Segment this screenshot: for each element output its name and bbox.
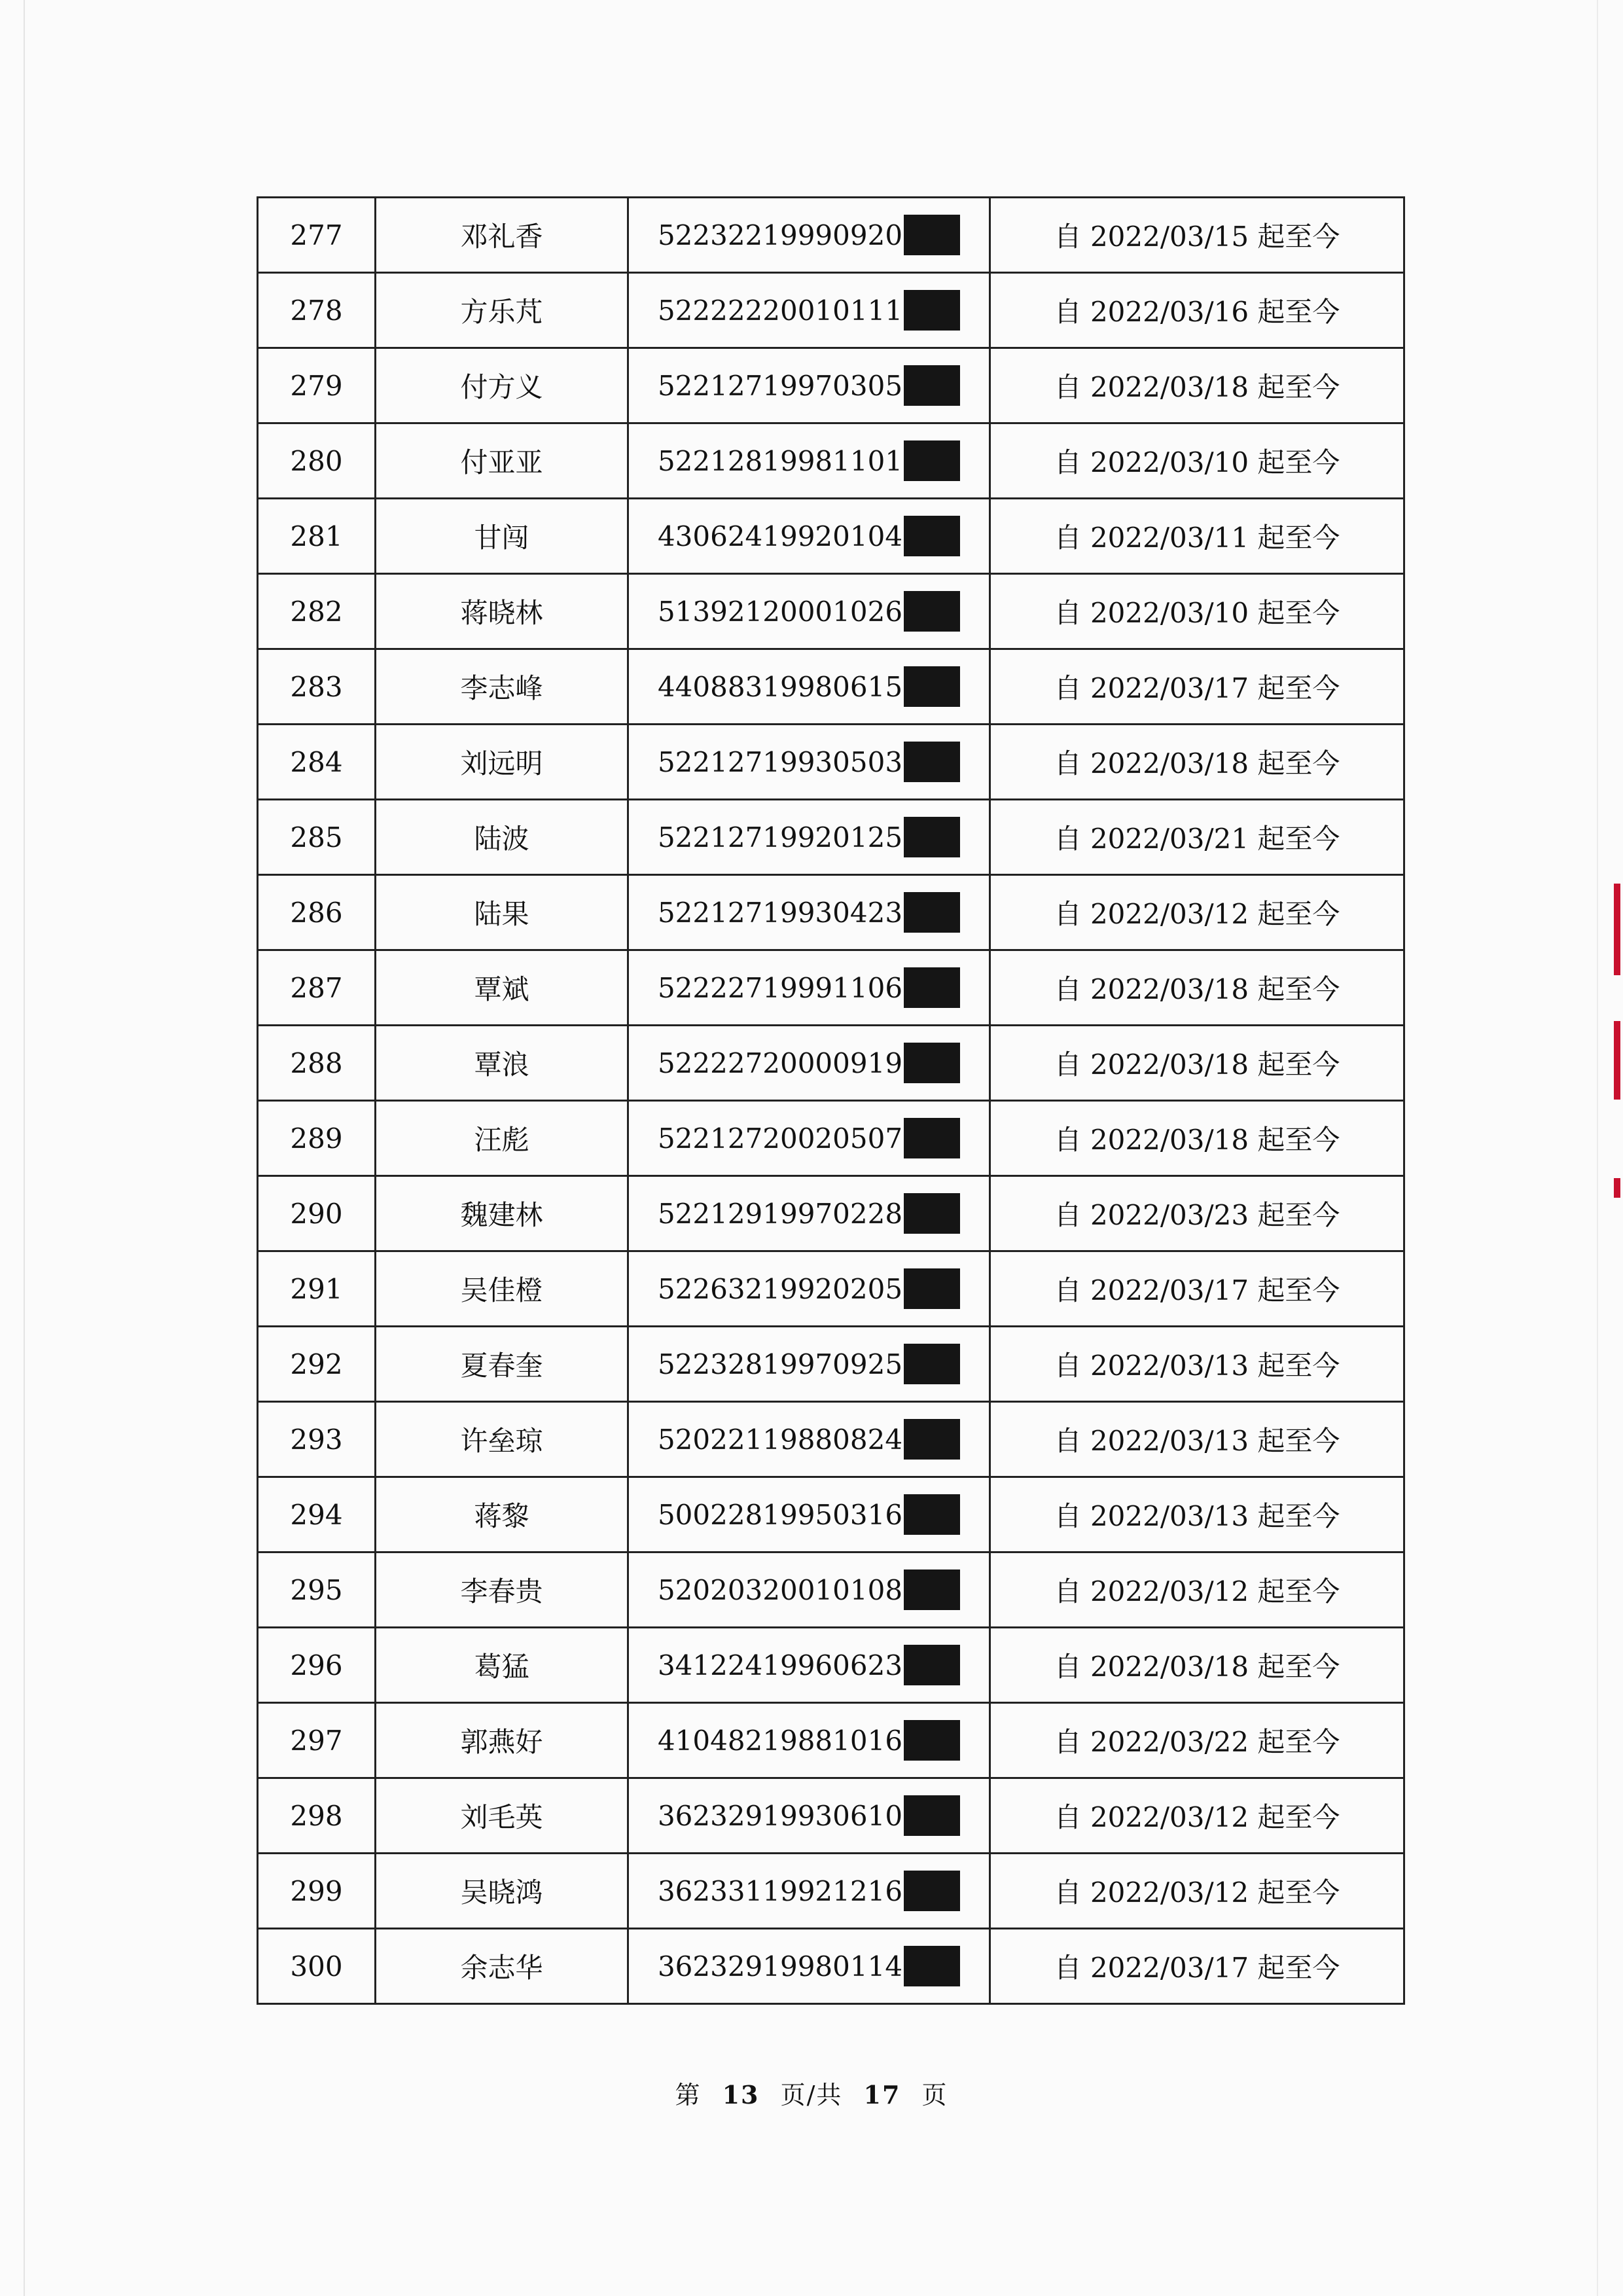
cell-name: 邓礼香 [376, 198, 628, 273]
cell-name: 余志华 [376, 1929, 628, 2004]
table-row [258, 950, 1404, 1026]
cell-period: 自 2022/03/18 起至今 [990, 1026, 1404, 1101]
cell-name: 陆果 [376, 875, 628, 950]
table-row [258, 348, 1404, 423]
cell-number: 286 [258, 875, 376, 950]
cell-period: 自 2022/03/13 起至今 [990, 1477, 1404, 1552]
redaction-block [904, 516, 960, 556]
id-number-text: 50022819950316 [657, 1498, 903, 1531]
table-row [258, 1854, 1404, 1929]
id-number-text: 52222720000919 [657, 1047, 903, 1079]
redaction-block [904, 1268, 960, 1309]
cell-number: 287 [258, 950, 376, 1026]
cell-period: 自 2022/03/10 起至今 [990, 574, 1404, 649]
id-number-text: 52212720020507 [657, 1122, 903, 1155]
cell-period: 自 2022/03/18 起至今 [990, 1628, 1404, 1703]
id-number-text: 52222220010111 [657, 294, 903, 327]
table-row [258, 499, 1404, 574]
redaction-block [904, 1419, 960, 1460]
cell-number: 283 [258, 649, 376, 725]
table-row [258, 198, 1404, 273]
footer-middle: 页/共 [780, 2081, 843, 2109]
cell-name: 陆波 [376, 800, 628, 875]
id-number-text: 52212719930503 [657, 745, 903, 778]
roster-table [257, 196, 1405, 2005]
cell-id-number [628, 875, 990, 950]
cell-number: 284 [258, 725, 376, 800]
redaction-block [904, 1344, 960, 1384]
id-number-text: 36232919980114 [657, 1950, 903, 1982]
cell-name: 吴佳橙 [376, 1251, 628, 1327]
table-row [258, 1703, 1404, 1778]
cell-number: 290 [258, 1176, 376, 1251]
cell-period: 自 2022/03/18 起至今 [990, 950, 1404, 1026]
table-row [258, 1176, 1404, 1251]
cell-id-number [628, 423, 990, 499]
table-row [258, 1101, 1404, 1176]
redaction-block [904, 1193, 960, 1234]
cell-id-number [628, 800, 990, 875]
redaction-block [904, 1118, 960, 1158]
cell-period: 自 2022/03/12 起至今 [990, 1778, 1404, 1854]
table-row [258, 1402, 1404, 1477]
id-number-text: 52232219990920 [657, 219, 903, 251]
footer-page-number: 13 [722, 2080, 760, 2109]
id-number-text: 34122419960623 [657, 1649, 903, 1681]
cell-period: 自 2022/03/23 起至今 [990, 1176, 1404, 1251]
id-number-text: 51392120001026 [657, 595, 903, 628]
cell-period: 自 2022/03/21 起至今 [990, 800, 1404, 875]
redaction-block [904, 440, 960, 481]
cell-period: 自 2022/03/18 起至今 [990, 348, 1404, 423]
cell-period: 自 2022/03/10 起至今 [990, 423, 1404, 499]
table-row [258, 1327, 1404, 1402]
footer-prefix: 第 [675, 2081, 702, 2109]
cell-number: 280 [258, 423, 376, 499]
cell-number: 298 [258, 1778, 376, 1854]
cell-id-number [628, 1628, 990, 1703]
cell-name: 付方义 [376, 348, 628, 423]
table-row [258, 1778, 1404, 1854]
table-row [258, 800, 1404, 875]
cell-id-number [628, 1854, 990, 1929]
cell-name: 夏春奎 [376, 1327, 628, 1402]
cell-period: 自 2022/03/12 起至今 [990, 875, 1404, 950]
id-number-text: 52212719930423 [657, 896, 903, 929]
id-number-text: 36233119921216 [657, 1874, 903, 1907]
id-number-text: 52212719920125 [657, 821, 903, 853]
cell-period: 自 2022/03/12 起至今 [990, 1854, 1404, 1929]
redaction-block [904, 666, 960, 707]
cell-name: 汪彪 [376, 1101, 628, 1176]
cell-name: 许垒琼 [376, 1402, 628, 1477]
cell-id-number [628, 725, 990, 800]
cell-name: 甘闯 [376, 499, 628, 574]
id-number-text: 52020320010108 [657, 1573, 903, 1606]
id-number-text: 52212719970305 [657, 369, 903, 402]
scan-edge-left [24, 0, 25, 2296]
id-number-text: 36232919930610 [657, 1799, 903, 1832]
roster-table-container [257, 196, 1403, 2005]
redaction-block [904, 1645, 960, 1685]
cell-id-number [628, 1552, 990, 1628]
redaction-block [904, 892, 960, 933]
cell-id-number [628, 574, 990, 649]
cell-id-number [628, 1101, 990, 1176]
cell-name: 刘毛英 [376, 1778, 628, 1854]
cell-id-number [628, 1026, 990, 1101]
id-number-text: 44088319980615 [657, 670, 903, 703]
table-row [258, 1929, 1404, 2004]
redaction-block [904, 1494, 960, 1535]
redaction-block [904, 290, 960, 331]
cell-period: 自 2022/03/11 起至今 [990, 499, 1404, 574]
red-seal-mark [1614, 1021, 1620, 1100]
cell-id-number [628, 273, 990, 348]
cell-id-number [628, 1251, 990, 1327]
cell-period: 自 2022/03/15 起至今 [990, 198, 1404, 273]
redaction-block [904, 1720, 960, 1761]
redaction-block [904, 365, 960, 406]
cell-id-number [628, 1327, 990, 1402]
red-seal-mark [1614, 1178, 1620, 1198]
cell-id-number [628, 1778, 990, 1854]
redaction-block [904, 1871, 960, 1911]
cell-id-number [628, 649, 990, 725]
cell-number: 300 [258, 1929, 376, 2004]
table-row [258, 649, 1404, 725]
cell-number: 295 [258, 1552, 376, 1628]
cell-name: 覃浪 [376, 1026, 628, 1101]
cell-period: 自 2022/03/17 起至今 [990, 1929, 1404, 2004]
cell-number: 285 [258, 800, 376, 875]
cell-period: 自 2022/03/22 起至今 [990, 1703, 1404, 1778]
redaction-block [904, 1946, 960, 1986]
id-number-text: 52022119880824 [657, 1423, 903, 1456]
cell-period: 自 2022/03/17 起至今 [990, 1251, 1404, 1327]
scan-edge-right [1597, 0, 1598, 2296]
cell-number: 278 [258, 273, 376, 348]
cell-number: 297 [258, 1703, 376, 1778]
cell-number: 281 [258, 499, 376, 574]
id-number-text: 52212819981101 [657, 444, 903, 477]
cell-id-number [628, 198, 990, 273]
cell-id-number [628, 1402, 990, 1477]
cell-name: 李志峰 [376, 649, 628, 725]
table-row [258, 273, 1404, 348]
cell-number: 291 [258, 1251, 376, 1327]
table-row [258, 574, 1404, 649]
cell-name: 方乐芃 [376, 273, 628, 348]
table-row [258, 1477, 1404, 1552]
cell-name: 葛猛 [376, 1628, 628, 1703]
cell-id-number [628, 348, 990, 423]
cell-number: 279 [258, 348, 376, 423]
cell-period: 自 2022/03/12 起至今 [990, 1552, 1404, 1628]
table-row [258, 423, 1404, 499]
cell-name: 刘远明 [376, 725, 628, 800]
cell-number: 296 [258, 1628, 376, 1703]
table-row [258, 1552, 1404, 1628]
cell-name: 蒋晓林 [376, 574, 628, 649]
redaction-block [904, 1043, 960, 1083]
cell-name: 蒋黎 [376, 1477, 628, 1552]
table-row [258, 725, 1404, 800]
table-row [258, 1251, 1404, 1327]
cell-period: 自 2022/03/17 起至今 [990, 649, 1404, 725]
cell-period: 自 2022/03/18 起至今 [990, 725, 1404, 800]
page-footer [0, 2075, 1623, 2111]
id-number-text: 52222719991106 [657, 971, 903, 1004]
id-number-text: 52212919970228 [657, 1197, 903, 1230]
redaction-block [904, 1570, 960, 1610]
id-number-text: 43062419920104 [657, 520, 903, 552]
redaction-block [904, 967, 960, 1008]
cell-id-number [628, 1176, 990, 1251]
table-row [258, 875, 1404, 950]
cell-name: 李春贵 [376, 1552, 628, 1628]
cell-name: 覃斌 [376, 950, 628, 1026]
id-number-text: 52263219920205 [657, 1272, 903, 1305]
id-number-text: 41048219881016 [657, 1724, 903, 1757]
cell-number: 277 [258, 198, 376, 273]
footer-total-pages: 17 [863, 2080, 901, 2109]
redaction-block [904, 1795, 960, 1836]
cell-number: 292 [258, 1327, 376, 1402]
cell-period: 自 2022/03/13 起至今 [990, 1327, 1404, 1402]
red-seal-mark [1614, 884, 1620, 975]
cell-number: 288 [258, 1026, 376, 1101]
footer-suffix: 页 [921, 2081, 948, 2109]
cell-number: 289 [258, 1101, 376, 1176]
cell-id-number [628, 1703, 990, 1778]
cell-number: 293 [258, 1402, 376, 1477]
redaction-block [904, 817, 960, 857]
cell-period: 自 2022/03/18 起至今 [990, 1101, 1404, 1176]
redaction-block [904, 742, 960, 782]
cell-number: 299 [258, 1854, 376, 1929]
cell-id-number [628, 499, 990, 574]
cell-period: 自 2022/03/13 起至今 [990, 1402, 1404, 1477]
cell-number: 282 [258, 574, 376, 649]
cell-id-number [628, 1477, 990, 1552]
table-row [258, 1026, 1404, 1101]
cell-id-number [628, 950, 990, 1026]
redaction-block [904, 591, 960, 632]
cell-name: 吴晓鸿 [376, 1854, 628, 1929]
cell-period: 自 2022/03/16 起至今 [990, 273, 1404, 348]
id-number-text: 52232819970925 [657, 1348, 903, 1380]
cell-name: 付亚亚 [376, 423, 628, 499]
cell-name: 魏建林 [376, 1176, 628, 1251]
table-row [258, 1628, 1404, 1703]
redaction-block [904, 215, 960, 255]
cell-number: 294 [258, 1477, 376, 1552]
cell-id-number [628, 1929, 990, 2004]
cell-name: 郭燕好 [376, 1703, 628, 1778]
